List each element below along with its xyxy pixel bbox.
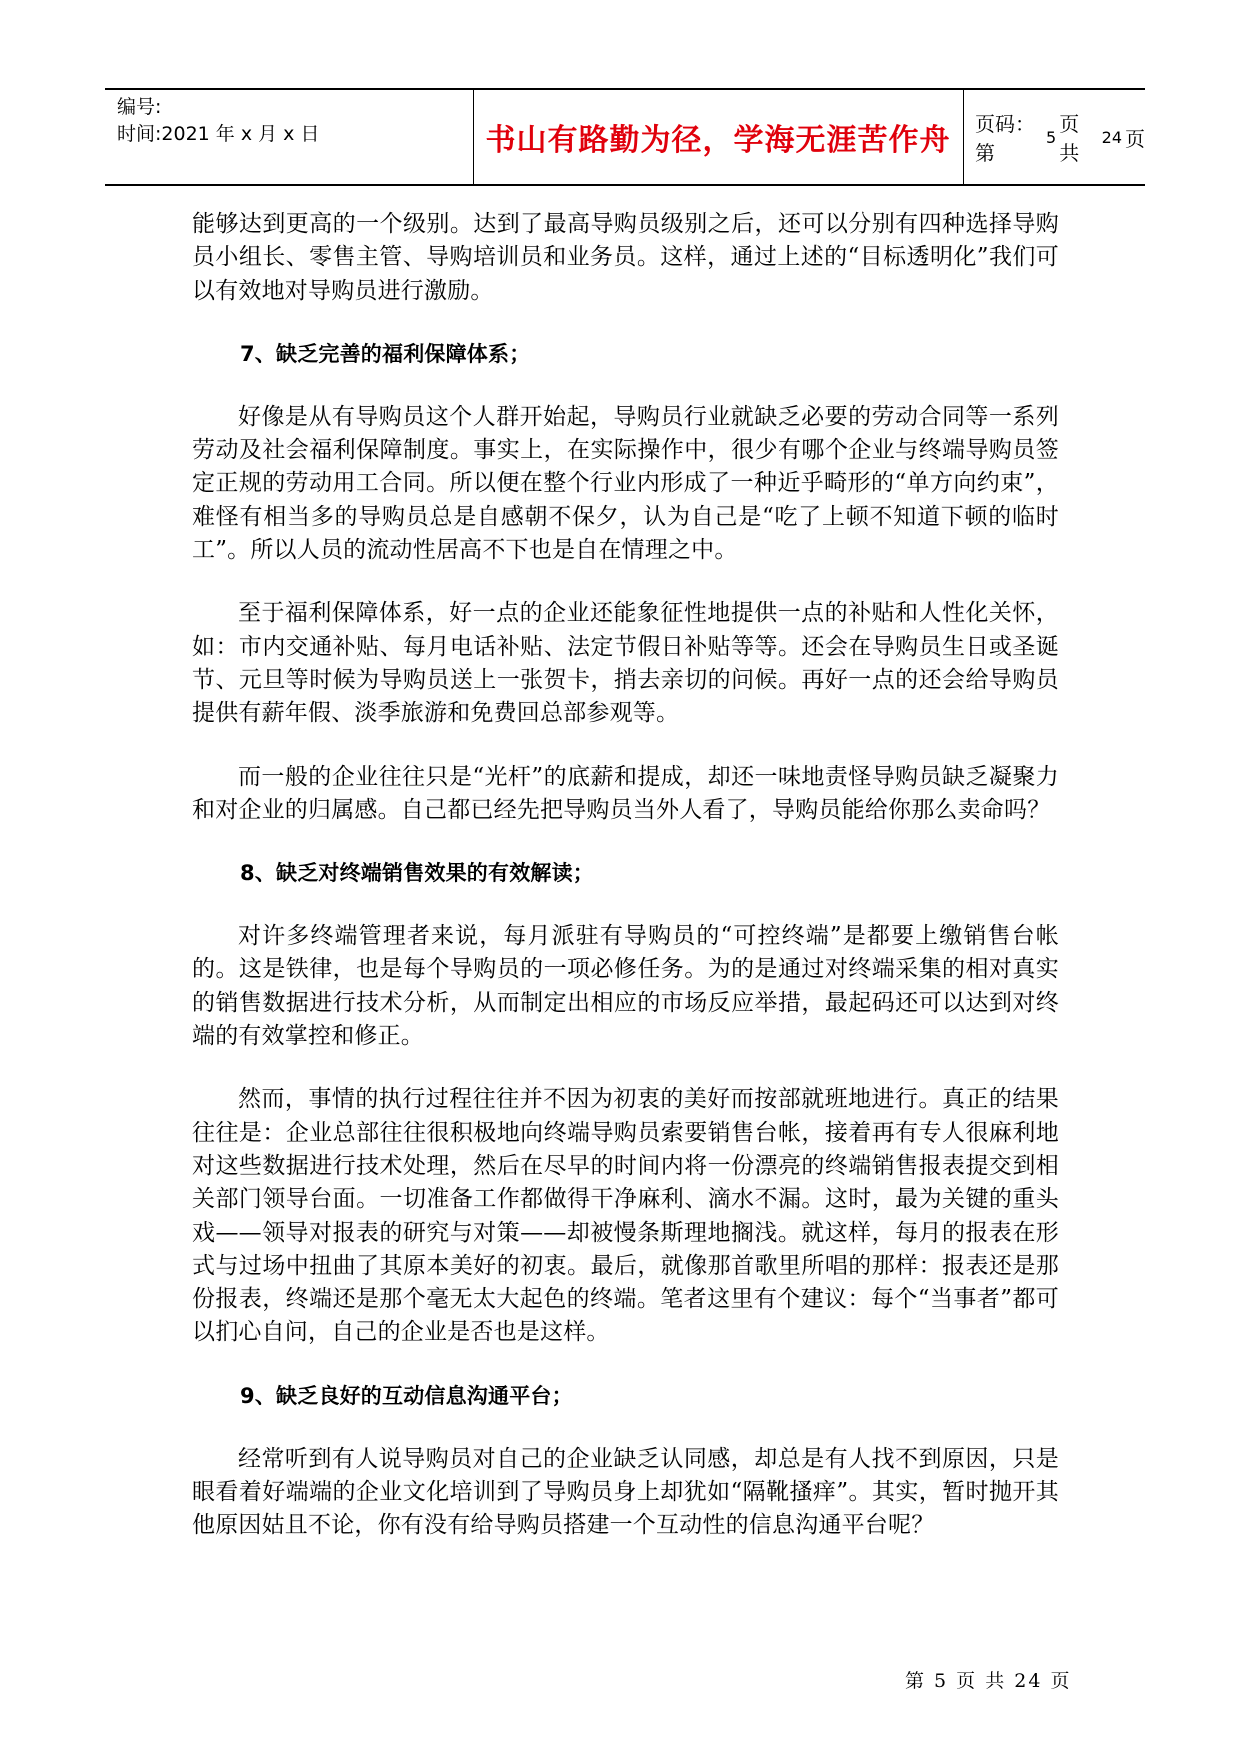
page-footer: 第 5 页 共 24 页 [905, 1670, 1072, 1692]
header-time-label: 时间:2021 年 x 月 x 日 [117, 123, 320, 145]
header-page-current: 5 [1046, 127, 1057, 147]
section-heading-7: 7、缺乏完善的福利保障体系； [240, 341, 531, 366]
header-motto: 书山有路勤为径，学海无涯苦作舟 [485, 123, 951, 158]
paragraph-8a: 对许多终端管理者来说，每月派驻有导购员的“可控终端”是都要上缴销售台帐的。这是铁律，也是每个导购员的一项必修任务。为的是通过对终端采集的相对真实的销售数据进行技术分析，从而制定出相应的市场反应举措，最起码还可以达到对终端的有效掌控和修正。 [192, 923, 1059, 1050]
header-page-mid: 页 共 [1059, 112, 1080, 165]
header-page-prefix: 页码：第 [975, 112, 1035, 165]
paragraph-intro: 能够达到更高的一个级别。达到了最高导购员级别之后，还可以分别有四种选择导购员小组长、零售主管、导购培训员和业务员。这样，通过上述的“目标透明化”我们可以有效地对导购员进行激励。 [192, 211, 1059, 304]
section-heading-8: 8、缺乏对终端销售效果的有效解读； [240, 861, 595, 886]
header-page-total: 24 [1101, 127, 1122, 147]
document-header [105, 88, 1145, 186]
paragraph-7a: 好像是从有导购员这个人群开始起，导购员行业就缺乏必要的劳动合同等一系列劳动及社会福利保障制度。事实上，在实际操作中，很少有哪个企业与终端导购员签定正规的劳动用工合同。所以便在整个行业内形成了一种近乎畸形的“单方向约束”，难怪有相当多的导购员总是自感朝不保夕，认为自己是“吃了上顿不知道下顿的临时工”。所以人员的流动性居高不下也是自在情理之中。 [192, 403, 1059, 564]
paragraph-9a: 经常听到有人说导购员对自己的企业缺乏认同感，却总是有人找不到原因，只是眼看着好端端的企业文化培训到了导购员身上却犹如“隔靴搔痒”。其实，暂时抛开其他原因姑且不论，你有没有给导购员搭建一个互动性的信息沟通平台呢？ [192, 1445, 1059, 1539]
header-page-info [975, 90, 1145, 184]
paragraph-7b: 至于福利保障体系，好一点的企业还能象征性地提供一点的补贴和人性化关怀，如：市内交通补贴、每月电话补贴、法定节假日补贴等等。还会在导购员生日或圣诞节、元旦等时候为导购员送上一张贺卡，捎去亲切的问候。再好一点的还会给导购员提供有薪年假、淡季旅游和免费回总部参观等。 [192, 600, 1059, 727]
header-meta [117, 94, 319, 148]
document-body [192, 208, 1059, 1573]
header-divider-right [963, 90, 964, 184]
paragraph-8b: 然而，事情的执行过程往往并不因为初衷的美好而按部就班地进行。真正的结果往往是：企业总部往往很积极地向终端导购员索要销售台帐，接着再有专人很麻利地对这些数据进行技术处理，然后在尽早的时间内将一份漂亮的终端销售报表提交到相关部门领导台面。一切准备工作都做得干净麻利、滴水不漏。这时，最为关键的重头戏——领导对报表的研究与对策——却被慢条斯理地搁浅。就这样，每月的报表在形式与过场中扭曲了其原本美好的初衷。最后，就像那首歌里所唱的那样：报表还是那份报表，终端还是那个毫无太大起色的终端。笔者这里有个建议：每个“当事者”都可以扪心自问，自己的企业是否也是这样。 [192, 1086, 1059, 1346]
header-page-suffix: 页 [1125, 126, 1145, 151]
paragraph-7c: 而一般的企业往往只是“光杆”的底薪和提成，却还一味地责怪导购员缺乏凝聚力和对企业的归属感。自己都已经先把导购员当外人看了，导购员能给你那么卖命吗？ [192, 763, 1059, 823]
header-number-label: 编号: [117, 96, 162, 118]
section-heading-9: 9、缺乏良好的互动信息沟通平台； [240, 1383, 573, 1408]
